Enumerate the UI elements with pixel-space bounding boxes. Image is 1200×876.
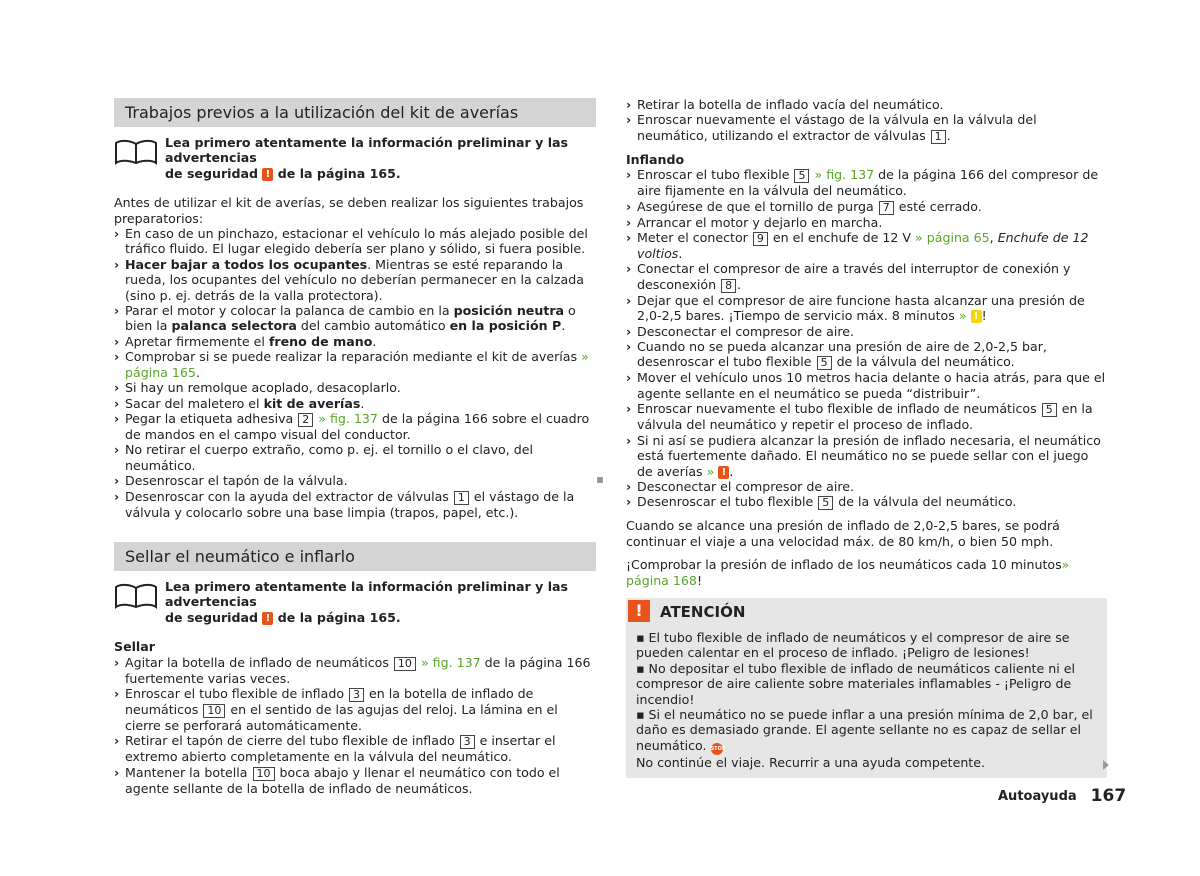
arrow-bullet-icon: › — [626, 494, 632, 510]
note-text: de la página 165. — [277, 165, 401, 181]
list-item: › Meter el conector 9 en el enchufe de 12 V » página 65, Enchufe de 12 voltios. — [626, 230, 1089, 262]
arrow-bullet-icon: › — [114, 764, 120, 780]
list-item: › Dejar que el compresor de aire funcione hasta alcanzar una presión de 2,0-2,5 bares. ¡Tiempo de servicio máx. 8 minutos » ! ! — [626, 292, 1085, 324]
list-item: › Sacar del maletero el kit de averías. — [114, 395, 365, 411]
page-footer — [998, 786, 1126, 806]
arrow-bullet-icon: › — [626, 432, 632, 448]
figure-link[interactable]: » fig. 137 — [318, 410, 378, 426]
warning-icon: ! — [718, 466, 729, 479]
arrow-bullet-icon: › — [114, 256, 120, 272]
arrow-bullet-icon: › — [114, 442, 120, 458]
attention-header — [626, 598, 1107, 626]
arrow-bullet-icon: › — [114, 380, 120, 396]
list-item: › Enroscar nuevamente el tubo flexible de inflado de neumáticos 5 en la válvula del neumático y repetir el proceso de inflado. — [626, 401, 1093, 433]
figure-link[interactable]: » fig. 137 — [814, 167, 875, 183]
prep-steps-list — [114, 226, 596, 520]
arrow-bullet-icon: › — [626, 478, 632, 494]
end-marker — [597, 477, 603, 483]
arrow-bullet-icon: › — [114, 410, 120, 426]
list-item: › Desconectar el compresor de aire. — [626, 323, 854, 339]
attention-body — [626, 626, 1107, 770]
arrow-bullet-icon: › — [114, 473, 120, 489]
arrow-bullet-icon: › — [626, 97, 632, 112]
intro-paragraph: Antes de utilizar el kit de averías, se deben realizar los siguientes trabajos preparatorios: — [114, 195, 584, 226]
subheading-inflando: Inflando — [626, 151, 685, 167]
left-column — [114, 98, 596, 796]
continue-arrow-icon — [1103, 760, 1109, 770]
attention-bullet: ▪ El tubo flexible de inflado de neumáticos y el compresor de aire se pueden calentar en el proceso de inflado. ¡Peligro de lesiones! — [636, 629, 1070, 661]
footer-section: Autoayuda — [998, 789, 1077, 804]
arrow-bullet-icon: › — [626, 292, 632, 308]
list-item: › En caso de un pinchazo, estacionar el vehículo lo más alejado posible del tráfico fluido. El lugar elegido debería ser plano y sólido, si fuera posible. — [114, 226, 588, 257]
paragraph-text: ¡Comprobar la presión de inflado de los neumáticos cada 10 minutos — [626, 557, 1062, 573]
warning-icon: ! — [628, 600, 650, 622]
arrow-bullet-icon: › — [626, 214, 632, 230]
list-item: › Desenroscar el tubo flexible 5 de la válvula del neumático. — [626, 494, 1017, 510]
list-item: › Retirar el tapón de cierre del tubo flexible de inflado 3 e insertar el extremo abierto completamente en la válvula del neumático. — [114, 733, 556, 765]
note-text: Lea primero atentamente la información preliminar y las advertencias — [165, 578, 569, 610]
arrow-bullet-icon: › — [626, 370, 632, 386]
section-title: Sellar el neumático e inflarlo — [114, 542, 596, 571]
list-item: › Hacer bajar a todos los ocupantes. Mientras se esté reparando la rueda, los ocupantes del vehículo no deberían permanecer en la calzada (sino p. ej. detrás de la valla protectora). — [114, 256, 584, 303]
arrow-bullet-icon: › — [114, 488, 120, 504]
note-text: Lea primero atentamente la información preliminar y las advertencias — [165, 135, 569, 166]
arrow-bullet-icon: › — [626, 230, 632, 246]
arrow-bullet-icon: › — [626, 401, 632, 417]
attention-bullet: No continúe el viaje. Recurrir a una ayuda competente. — [636, 754, 985, 770]
warning-icon: ! — [262, 168, 273, 181]
arrow-bullet-icon: › — [626, 339, 632, 355]
page-number: 167 — [1090, 786, 1127, 806]
attention-title: ATENCIÓN — [660, 602, 746, 621]
section-title: Trabajos previos a la utilización del kit de averías — [114, 98, 596, 127]
arrow-bullet-icon: › — [114, 654, 120, 670]
attention-box — [626, 598, 1107, 778]
arrow-bullet-icon: › — [626, 323, 632, 339]
list-item: › Si hay un remolque acoplado, desacoplarlo. — [114, 380, 401, 396]
right-column — [626, 97, 1107, 778]
attention-bullet — [636, 707, 1095, 755]
arrow-bullet-icon: › — [114, 333, 120, 349]
arrow-bullet-icon: › — [114, 395, 120, 411]
caution-link[interactable]: » — [958, 308, 967, 324]
list-item: › Comprobar si se puede realizar la reparación mediante el kit de averías » página 165. — [114, 349, 589, 380]
book-icon — [114, 583, 158, 609]
list-item: › Pegar la etiqueta adhesiva 2 » fig. 137 de la página 166 sobre el cuadro de mandos en el campo visual del conductor. — [114, 410, 590, 442]
subheading-sellar: Sellar — [114, 639, 155, 655]
arrow-bullet-icon: › — [626, 198, 632, 214]
inflate-steps-list — [626, 167, 1107, 510]
info-paragraph: Cuando se alcance una presión de inflado de 2,0-2,5 bares, se podrá continuar el viaje a una velocidad máx. de 80 km/h, o bien 50 mph. — [626, 518, 1060, 549]
list-item: › Mover el vehículo unos 10 metros hacia delante o hacia atrás, para que el agente sellante en el neumático se pueda “distribuir”. — [626, 370, 1106, 401]
caution-icon: ! — [971, 310, 982, 323]
arrow-bullet-icon: › — [114, 349, 120, 365]
list-item: › Retirar la botella de inflado vacía del neumático. — [626, 97, 944, 112]
list-item: › Desenroscar el tapón de la válvula. — [114, 473, 348, 489]
seal-steps-continued — [626, 97, 1107, 144]
figure-link[interactable]: » fig. 137 — [420, 654, 481, 670]
attention-text: ▪ Si el neumático no se puede inflar a una presión mínima de 2,0 bar, el daño es demasiado grande. El agente sellante no es capaz de sellar el neumático. — [636, 706, 1093, 753]
arrow-bullet-icon: › — [626, 112, 632, 128]
list-item: › Cuando no se pueda alcanzar una presión de aire de 2,0-2,5 bar, desenroscar el tubo flexible 5 de la válvula del neumático. — [626, 339, 1047, 370]
list-item: › Asegúrese de que el tornillo de purga 7 esté cerrado. — [626, 198, 982, 214]
list-item: › Agitar la botella de inflado de neumáticos 10 » fig. 137 de la página 166 fuertemente varias veces. — [114, 654, 591, 686]
note-text: de seguridad — [165, 165, 259, 181]
arrow-bullet-icon: › — [114, 303, 120, 319]
safety-note — [114, 579, 596, 625]
list-item: › Arrancar el motor y dejarlo en marcha. — [626, 214, 883, 230]
list-item: › Enroscar el tubo flexible de inflado 3 en la botella de inflado de neumáticos 10 en el sentido de las agujas del reloj. La lámina en el cierre se perforará automáticamente. — [114, 685, 558, 733]
stop-icon: STOP — [711, 743, 723, 755]
arrow-bullet-icon: › — [626, 167, 632, 183]
warning-link[interactable]: » — [706, 463, 715, 479]
arrow-bullet-icon: › — [626, 261, 632, 277]
list-item: › Conectar el compresor de aire a través del interruptor de conexión y desconexión 8 . — [626, 261, 1071, 292]
warning-icon: ! — [262, 612, 273, 625]
paragraph-text: ! — [696, 572, 703, 588]
page-link[interactable]: » página 165 — [125, 349, 589, 380]
list-item: › Parar el motor y colocar la palanca de cambio en la posición neutra o bien la palanca selectora del cambio automático en la posición P. — [114, 303, 576, 334]
list-item: › Enroscar el tubo flexible 5 » fig. 137 de la página 166 del compresor de aire fijamente en la válvula del neumático. — [626, 167, 1099, 199]
list-item: › No retirar el cuerpo extraño, como p. ej. el tornillo o el clavo, del neumático. — [114, 442, 533, 473]
book-icon — [114, 139, 158, 165]
arrow-bullet-icon: › — [114, 685, 120, 701]
safety-note — [114, 135, 596, 181]
seal-steps-list — [114, 655, 596, 797]
page-link[interactable]: » página 168 — [626, 557, 1070, 588]
arrow-bullet-icon: › — [114, 226, 120, 242]
list-item: › Desenroscar con la ayuda del extractor de válvulas 1 el vástago de la válvula y colocarlo sobre una base limpia (trapos, papel, etc.). — [114, 488, 575, 520]
page-link[interactable]: » página 65 — [915, 230, 990, 246]
note-text: de seguridad — [165, 609, 259, 625]
arrow-bullet-icon: › — [114, 733, 120, 749]
list-item: › Mantener la botella 10 boca abajo y llenar el neumático con todo el agente sellante de la botella de inflado de neumáticos. — [114, 764, 560, 796]
list-item: › Enroscar nuevamente el vástago de la válvula en la válvula del neumático, utilizando el extractor de válvulas 1 . — [626, 112, 1037, 143]
attention-bullet: ▪ No depositar el tubo flexible de inflado de neumáticos caliente ni el compresor de aire caliente sobre materiales inflamables - ¡Peligro de incendio! — [636, 660, 1075, 707]
note-text: de la página 165. — [277, 609, 401, 625]
list-item: › Apretar firmemente el freno de mano. — [114, 333, 377, 349]
list-item: › Si ni así se pudiera alcanzar la presión de inflado necesaria, el neumático está fuertemente dañado. El neumático no se puede sellar con el juego de averías » ! . — [626, 432, 1101, 479]
list-item: › Desconectar el compresor de aire. — [626, 478, 854, 494]
info-paragraph — [626, 557, 1107, 588]
